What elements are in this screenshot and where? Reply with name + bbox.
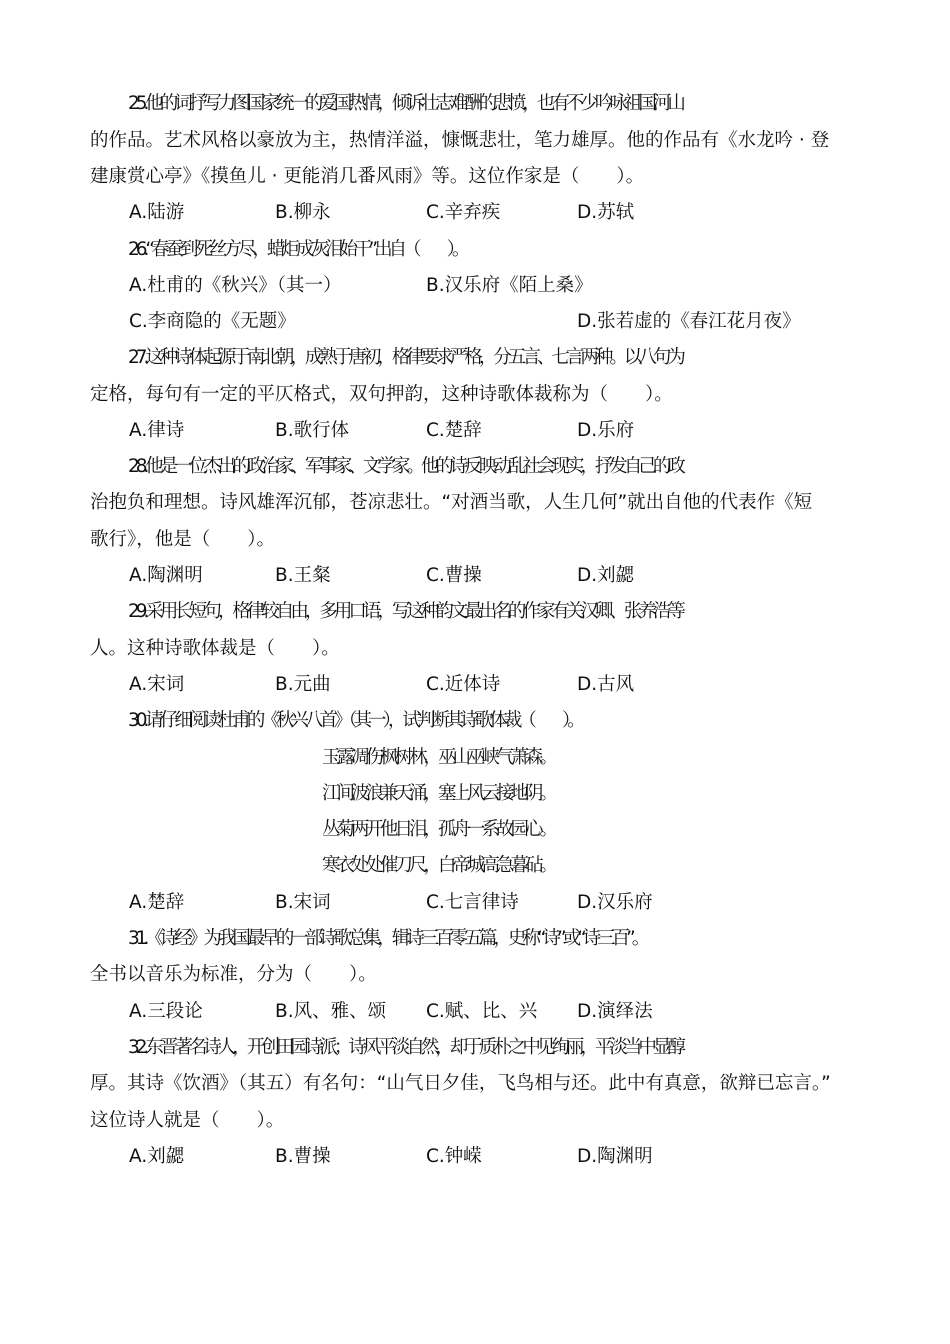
q27-option-a: A.律诗	[129, 420, 185, 441]
q29-option-d: D.古风	[577, 674, 635, 695]
q27-option-c: C.楚辞	[426, 420, 482, 441]
q31-option-c: C.赋、比、兴	[426, 1001, 538, 1022]
q31-option-b: B.风、雅、颂	[275, 1001, 387, 1022]
q28-line-3: 歌行》，他是（ ）。	[90, 529, 276, 550]
q29-line-1: 29.采用长短句，格律较自由，多用口语，写这种韵文最出名的作家有关汉卿、张养浩等	[128, 601, 682, 622]
q28-option-a: A.陶渊明	[129, 565, 203, 586]
q28-option-d: D.刘勰	[577, 565, 635, 586]
q32-line-1: 32.东晋著名诗人，开创田园诗派；诗风平淡自然，却于质朴之中见绚丽，平淡当中显醇	[128, 1037, 682, 1058]
q25-option-b: B.柳永	[275, 202, 331, 223]
q32-option-d: D.陶渊明	[577, 1146, 653, 1167]
q30-poem-line-1: 玉露凋伤枫树林，巫山巫峡气萧森。	[322, 747, 555, 768]
q25-line-2: 的作品。艺术风格以豪放为主，热情洋溢，慷慨悲壮，笔力雄厚。他的作品有《水龙吟 · 登	[90, 130, 830, 151]
q30-option-b: B.宋词	[275, 892, 331, 913]
q28-line-2: 治抱负和理想。诗风雄浑沉郁，苍凉悲壮。“对酒当歌，人生几何”就出自他的代表作《短	[90, 492, 813, 513]
q25-option-d: D.苏轼	[577, 202, 635, 223]
q30-poem-line-3: 丛菊两开他日泪，孤舟一系故园心。	[322, 819, 555, 840]
q32-option-b: B.曹操	[275, 1146, 331, 1167]
q25-line-3: 建康赏心亭》《摸鱼儿 · 更能消几番风雨》等。这位作家是（ ）。	[90, 166, 645, 187]
q29-option-c: C.近体诗	[426, 674, 501, 695]
q30-option-a: A.楚辞	[129, 892, 185, 913]
q25-option-a: A.陆游	[129, 202, 185, 223]
q32-line-3: 这位诗人就是（ ）。	[90, 1110, 285, 1131]
q31-option-d: D.演绎法	[577, 1001, 653, 1022]
q27-option-b: B.歌行体	[275, 420, 350, 441]
q25-option-c: C.辛弃疾	[426, 202, 501, 223]
q32-option-a: A.刘勰	[129, 1146, 185, 1167]
q26-option-a: A.杜甫的《秋兴》（其一）	[129, 275, 342, 296]
q26-option-d: D.张若虚的《春江花月夜》	[577, 311, 801, 332]
q26-option-c: C.李商隐的《无题》	[129, 311, 296, 332]
q31-line-2: 全书以音乐为标准，分为（ ）。	[90, 964, 377, 985]
q28-option-b: B.王粲	[275, 565, 331, 586]
q27-line-1: 27.这种诗体起源于南北朝，成熟于唐初，格律要求严格，分五言、七言两种。以八句为	[128, 347, 682, 368]
q27-option-d: D.乐府	[577, 420, 635, 441]
q30-poem-line-2: 江间波浪兼天涌，塞上风云接地阴。	[322, 783, 555, 804]
q28-option-c: C.曹操	[426, 565, 482, 586]
q30-option-d: D.汉乐府	[577, 892, 653, 913]
q32-line-2: 厚。其诗《饮酒》（其五）有名句：“山气日夕佳，飞鸟相与还。此中有真意，欲辩已忘言。”	[90, 1073, 831, 1094]
q26-line-1: 26.“春蚕到死丝方尽，蜡炬成灰泪始干”出自（ ）。	[128, 239, 467, 260]
q31-line-1: 31.《诗经》为我国最早的一部诗歌总集，辑诗三百零五篇，史称“诗”或“诗三百”。	[128, 928, 647, 949]
q31-option-a: A.三段论	[129, 1001, 203, 1022]
q30-option-c: C.七言律诗	[426, 892, 519, 913]
q29-line-2: 人。这种诗歌体裁是（ ）。	[90, 638, 340, 659]
q25-line-1: 25.他的词抒写力图国家统一的爱国热情，倾诉壮志难酬的悲愤，也有不少吟咏祖国河山	[128, 93, 682, 114]
q30-poem-line-4: 寒衣处处催刀尺，白帝城高急暮砧。	[322, 855, 555, 876]
q28-line-1: 28.他是一位杰出的政治家、军事家、文学家。他的诗反映动乱社会现实，抒发自己的政	[128, 456, 682, 477]
q27-line-2: 定格，每句有一定的平仄格式，双句押韵，这种诗歌体裁称为（ ）。	[90, 384, 673, 405]
q32-option-c: C.钟嵘	[426, 1146, 482, 1167]
q26-option-b: B.汉乐府《陌上桑》	[426, 275, 593, 296]
q29-option-a: A.宋词	[129, 674, 185, 695]
q30-line-1: 30.请仔细阅读杜甫的《秋兴八首》（其一），试判断其诗歌体裁（ ）。	[128, 710, 582, 731]
q29-option-b: B.元曲	[275, 674, 331, 695]
